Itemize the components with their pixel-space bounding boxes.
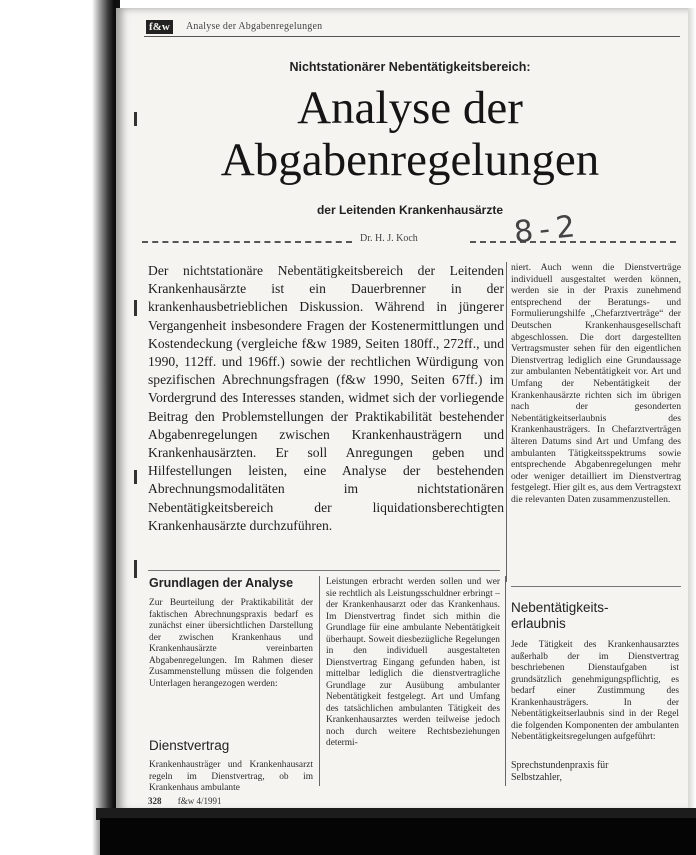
- section-grundlagen-text: Zur Beurteilung der Praktikabilität der faktischen Abrechnungspraxis bedarf es zunächst einer übersichtlichen Darstellung der zwischen Krankenhaus und Krankenhausärzte vereinbarten Abgabenregelungen. Im Rahmen dieser Zusammenstellung müssen die folgenden Unterlagen herangezogen werden:: [149, 598, 313, 689]
- article-kicker: Nichtstationärer Nebentätigkeitsbereich:: [289, 60, 531, 74]
- page-number: 328: [148, 796, 162, 806]
- middle-column-text: Leistungen erbracht werden sollen und wer sie rechtlich als Leistungsschuldner erbringt – der Krankenhausarzt oder das Krankenhaus. Im Dienstvertrag findet sich mithin die Grundlage für eine ambulante Nebentätigkeit überhaupt. Soweit diesbezügliche Regelungen in den individuell ausgestalteten Dienstvertrag Eingang gefunden haben, ist mittelbar lediglich die dienstvertragliche Grundlage zur Ausübung ambulanter Nebentätigkeit festgelegt. Art und Umfang des tatsächlichen ambulanten Tätigkeit des Krankenhausarztes werden teilweise jedoch noch durch weitere Rechtsbeziehungen determi-: [326, 577, 500, 748]
- section-heading-dienstvertrag: Dienstvertrag: [149, 738, 230, 753]
- margin-marker: [134, 470, 137, 484]
- margin-marker: [134, 560, 137, 578]
- heading-line-1: Nebentätigkeits-: [511, 600, 609, 615]
- book-spine-shadow: [0, 0, 120, 855]
- author-row: [140, 232, 680, 246]
- issue-label: f&w 4/1991: [177, 796, 222, 806]
- heading-line-2: erlaubnis: [511, 616, 566, 631]
- running-header-label: Analyse der Abgabenregelungen: [186, 21, 323, 32]
- page-right-edge: [688, 8, 696, 808]
- article-title: [140, 82, 680, 186]
- header-rule: [144, 36, 680, 37]
- margin-marker: [134, 300, 137, 316]
- section-heading-grundlagen: Grundlagen der Analyse: [149, 576, 294, 590]
- journal-logo: f&w: [146, 20, 173, 34]
- column-rule: [506, 262, 507, 582]
- article-subtitle: der Leitenden Krankenhausärzte: [316, 203, 504, 217]
- section-heading-nebentaetigkeitserlaubnis: [511, 600, 609, 632]
- dashed-rule-left: [142, 241, 352, 243]
- column-rule: [505, 576, 506, 786]
- margin-marker: [134, 112, 137, 126]
- section-dienstvertrag-text: Krankenhausträger und Krankenhausarzt regeln im Dienstvertrag, ob im Krankenhaus ambulante: [149, 760, 313, 793]
- right-column-text: niert. Auch wenn die Dienstverträge individuell ausgestaltet werden können, werden sie in der Praxis zunehmend entsprechend der Beratungs- und Formulierungshilfe „Chefarztverträge“ der Deutschen Krankenhausgesellschaft abgeschlossen. Die dort dargestellten Vertragsmuster sehen für den eigentlichen Dienstvertrag lediglich eine Grundaussage zur ambulanten Nebentätigkeit vor. Art und Umfang der Nebentätigkeit der Krankenhausärzte richten sich im übrigen nach der gesonderten Nebentätigkeitserlaubnis des Krankenhausträgers. In Chefarztverträgen älteren Datums sind Art und Umfang des ambulanten Tätigkeitsspektrums sowie entsprechende Abgabenregelungen mehr oder weniger detailliert im Dienstvertrag festgelegt. Hier gilt es, aus dem Vertragstext die relevanten Daten zusammenzustellen.: [511, 262, 681, 505]
- page-footer: [148, 796, 222, 806]
- lead-paragraph: Der nichtstationäre Nebentätigkeitsbereich der Leitenden Krankenhausärzte ist ein Dauerbrenner in der krankenhausbetrieblichen Diskussion. Während in jüngerer Vergangenheit insbesondere Fragen der Kostenermittlungen und Kostendeckung (vergleiche f&w 1989, Seiten 180ff., 272ff., und 1990, 112ff. und 196ff.) sowie der rechtlichen Würdigung von spezifischen Abrechnungsfragen (f&w 1990, Seiten 67ff.) im Vordergrund des Interesses standen, widmet sich der vorliegende Beitrag den Problemstellungen der Praktikabilität bestehender Abgabenregelungen zwischen Krankenhausträgern und Krankenhausärzten. Er soll Anregungen geben und Hilfestellungen leisten, eine Analyse der bestehenden Abrechnungsmodalitäten im nichtstationären Nebentätigkeitsbereich der liquidationsberechtigten Krankenhausärzte durchzuführen.: [148, 263, 504, 533]
- running-header: [144, 20, 684, 36]
- list-item: Sprechstundenpraxis für Selbstzahler,: [511, 760, 609, 783]
- title-line-1: Analyse der: [297, 82, 523, 134]
- scanner-bottom-band: [100, 818, 696, 855]
- section-rule: [148, 570, 500, 571]
- author-name: Dr. H. J. Koch: [360, 233, 418, 244]
- column-rule: [319, 576, 320, 786]
- title-line-2: Abgabenregelungen: [220, 134, 600, 186]
- handwritten-annotation: 8-2: [512, 208, 583, 251]
- section-rule: [511, 586, 681, 587]
- section-nebentaetigkeitserlaubnis-text: Jede Tätigkeit des Krankenhausarztes außerhalb der im Dienstvertrag beschriebenen Dienstaufgaben ist grundsätzlich genehmigungspflichtig, es bedarf einer Zustimmung des Krankenhausträgers. In der Nebentätigkeitserlaubnis sind in der Regel die folgenden Komponenten der ambulanten Nebentätigkeitsregelungen aufgeführt:: [511, 640, 679, 742]
